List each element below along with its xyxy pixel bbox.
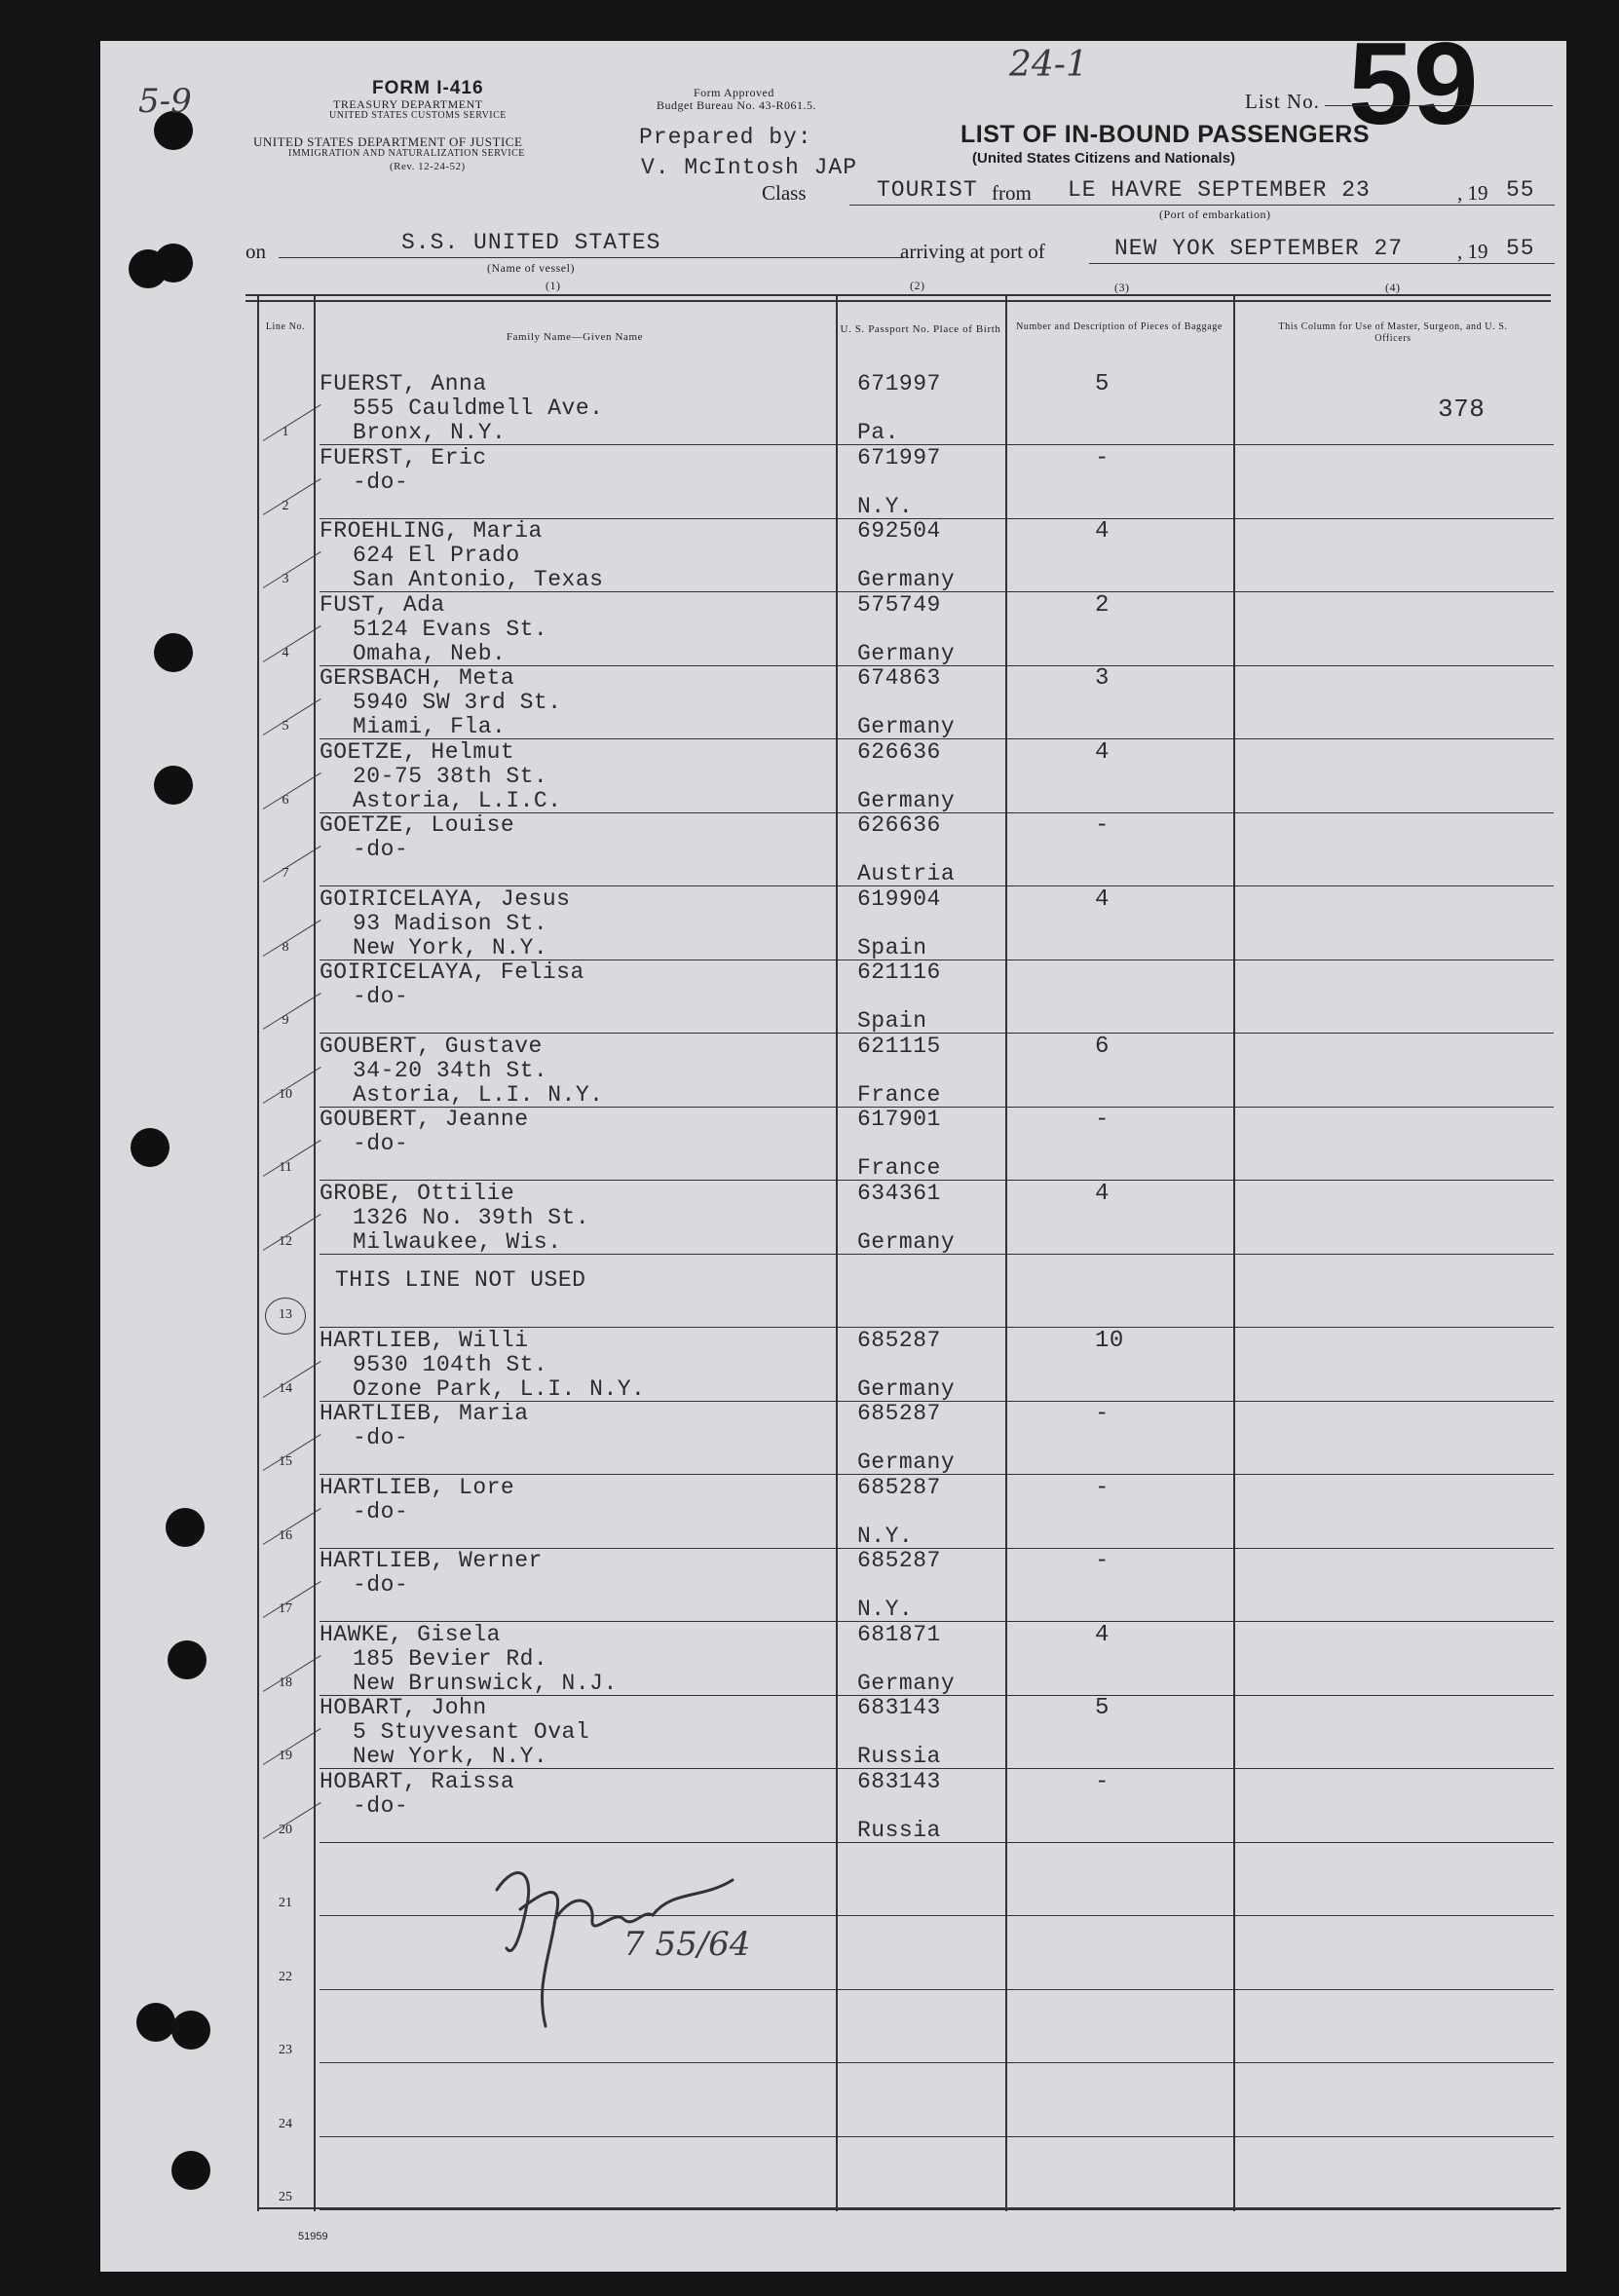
passport-number: 685287 — [857, 1548, 941, 1573]
list-number-stamp: 59 — [1348, 19, 1479, 149]
line-number: 24 — [279, 2116, 292, 2131]
place-of-birth: Spain — [857, 1008, 927, 1034]
punch-hole — [154, 244, 193, 282]
address-line-1: -do- — [353, 469, 409, 495]
baggage-count: - — [1095, 1401, 1110, 1427]
passenger-name: FUERST, Anna — [320, 371, 487, 396]
place-of-birth: France — [857, 1155, 941, 1181]
address-line-2: San Antonio, Texas — [353, 567, 604, 592]
passenger-name: GERSBACH, Meta — [320, 665, 515, 691]
address-line-2: Omaha, Neb. — [353, 640, 507, 666]
passenger-name: FUST, Ada — [320, 591, 445, 618]
vessel-name: S.S. UNITED STATES — [401, 230, 661, 255]
line-number: 23 — [279, 2043, 292, 2057]
place-of-birth: N.Y. — [857, 493, 914, 519]
punch-hole — [171, 2151, 210, 2190]
baggage-count: - — [1095, 812, 1110, 839]
budget-bureau: Budget Bureau No. 43-R061.5. — [657, 98, 816, 112]
place-of-birth: Germany — [857, 787, 956, 813]
row-divider — [320, 1842, 1554, 1843]
address-line-1: 5124 Evans St. — [353, 616, 548, 642]
passenger-name: GOIRICELAYA, Felisa — [320, 960, 584, 985]
handwritten-note: 7 55/64 — [623, 1925, 751, 1964]
place-of-birth: Germany — [857, 640, 956, 666]
list-no-label: List No. — [1245, 90, 1320, 113]
arriving-label: arriving at port of — [900, 240, 1045, 263]
line-number: 11 — [279, 1160, 292, 1175]
line-number: 22 — [279, 1969, 292, 1984]
from-year: 55 — [1506, 177, 1535, 203]
passport-number: 619904 — [857, 885, 941, 912]
address-line-1: 9530 104th St. — [353, 1351, 548, 1377]
address-line-2: Miami, Fla. — [353, 714, 507, 739]
place-of-birth: Germany — [857, 1670, 956, 1696]
address-line-2: Astoria, L.I.C. — [353, 787, 562, 813]
baggage-count: - — [1095, 1107, 1110, 1133]
address-line-1: -do- — [353, 1792, 409, 1819]
punch-hole — [131, 1128, 169, 1167]
passport-number: 685287 — [857, 1327, 941, 1353]
col3-number: (3) — [1114, 281, 1130, 294]
passenger-name: HAWKE, Gisela — [320, 1621, 501, 1647]
place-of-birth: Germany — [857, 1449, 956, 1475]
address-line-1: -do- — [353, 1572, 409, 1598]
passenger-name: GOUBERT, Jeanne — [320, 1107, 529, 1132]
treasury-department: TREASURY DEPARTMENT — [333, 97, 483, 111]
address-line-2: Milwaukee, Wis. — [353, 1228, 562, 1255]
form-number: FORM I-416 — [372, 78, 484, 98]
passport-number: 621116 — [857, 960, 941, 985]
punch-hole — [166, 1508, 205, 1547]
baggage-count: - — [1095, 444, 1110, 471]
place-of-birth: Germany — [857, 567, 956, 592]
form-footer-code: 51959 — [298, 2231, 328, 2242]
circled-line-number — [265, 1298, 306, 1335]
place-of-birth: Germany — [857, 1228, 956, 1255]
baggage-count: 4 — [1095, 518, 1110, 545]
address-line-1: 20-75 38th St. — [353, 763, 548, 789]
address-line-1: 624 El Prado — [353, 543, 520, 568]
baggage-count: 6 — [1095, 1033, 1110, 1060]
vessel-caption: (Name of vessel) — [487, 261, 575, 275]
class-value: TOURIST — [877, 177, 978, 203]
place-of-birth: Russia — [857, 1744, 941, 1769]
address-line-1: 93 Madison St. — [353, 910, 548, 936]
ins-service: IMMIGRATION AND NATURALIZATION SERVICE — [288, 148, 525, 159]
list-subtitle: (United States Citizens and Nationals) — [972, 150, 1236, 167]
passport-number: 683143 — [857, 1768, 941, 1794]
place-of-birth: Pa. — [857, 420, 899, 445]
passenger-name: GOUBERT, Gustave — [320, 1033, 543, 1059]
port-of-arrival: NEW YOK SEPTEMBER 27 — [1114, 236, 1404, 261]
address-line-1: -do- — [353, 1425, 409, 1450]
line-number: 19 — [279, 1749, 292, 1763]
address-line-1: 185 Bevier Rd. — [353, 1645, 548, 1672]
line-number: 13 — [279, 1307, 292, 1322]
header-baggage: Number and Description of Pieces of Baggage — [1016, 321, 1223, 332]
line-number: 9 — [282, 1013, 289, 1028]
address-line-1: 1326 No. 39th St. — [353, 1204, 590, 1230]
prepared-by-label: Prepared by: — [639, 125, 812, 150]
punch-hole — [136, 2003, 175, 2042]
line-number: 10 — [279, 1086, 292, 1102]
place-of-birth: Austria — [857, 861, 956, 886]
passport-number: 683143 — [857, 1695, 941, 1720]
passenger-name: HARTLIEB, Lore — [320, 1474, 515, 1500]
line-number: 15 — [279, 1454, 292, 1469]
prepared-by-name: V. McIntosh JAP — [641, 155, 858, 180]
baggage-count: 10 — [1095, 1327, 1124, 1354]
passport-number: 575749 — [857, 591, 941, 618]
passport-number: 681871 — [857, 1621, 941, 1647]
on-label: on — [245, 240, 266, 263]
address-line-1: -do- — [353, 1498, 409, 1524]
baggage-count: - — [1095, 1768, 1110, 1795]
address-line-2: Bronx, N.Y. — [353, 420, 507, 445]
line-number: 21 — [279, 1896, 292, 1910]
row-divider — [320, 1254, 1554, 1255]
line-number: 20 — [279, 1822, 292, 1837]
address-line-1: 5 Stuyvesant Oval — [353, 1719, 590, 1745]
baggage-count: 5 — [1095, 1695, 1110, 1721]
address-line-2: New York, N.Y. — [353, 934, 548, 960]
punch-hole — [154, 766, 193, 805]
passport-number: 626636 — [857, 812, 941, 838]
department-of-justice: UNITED STATES DEPARTMENT OF JUSTICE — [253, 134, 523, 149]
line-number: 7 — [282, 866, 289, 881]
address-line-1: 34-20 34th St. — [353, 1057, 548, 1083]
place-of-birth: N.Y. — [857, 1523, 914, 1549]
port-caption: (Port of embarkation) — [1159, 207, 1271, 221]
handwritten-reference-top: 24-1 — [1009, 45, 1088, 85]
place-of-birth: Russia — [857, 1817, 941, 1843]
header-officers: This Column for Use of Master, Surgeon, and U. S. Officers — [1278, 321, 1508, 344]
line-number: 12 — [279, 1233, 292, 1249]
line-number: 6 — [282, 792, 289, 808]
baggage-count: 4 — [1095, 738, 1110, 766]
punch-hole — [171, 2011, 210, 2050]
passport-number: 692504 — [857, 518, 941, 544]
col1-number: (1) — [546, 279, 561, 292]
row-divider — [320, 2136, 1554, 2137]
baggage-count: 4 — [1095, 1180, 1110, 1207]
port-of-embarkation: LE HAVRE SEPTEMBER 23 — [1068, 177, 1371, 203]
line-number: 18 — [279, 1675, 292, 1690]
place-of-birth: France — [857, 1081, 941, 1108]
address-line-1: -do- — [353, 837, 409, 862]
row-divider — [320, 2209, 1554, 2210]
passport-number: 671997 — [857, 371, 941, 396]
from-label: from — [992, 181, 1032, 205]
address-line-1: 5940 SW 3rd St. — [353, 690, 562, 715]
passenger-name: HOBART, John — [320, 1695, 487, 1720]
address-line-2: Astoria, L.I. N.Y. — [353, 1081, 604, 1108]
passenger-name: HOBART, Raissa — [320, 1768, 515, 1794]
place-of-birth: Germany — [857, 1375, 956, 1402]
col2-number: (2) — [910, 279, 925, 292]
address-line-1: -do- — [353, 984, 409, 1009]
line-number: 17 — [279, 1601, 292, 1616]
revision-date: (Rev. 12-24-52) — [390, 161, 466, 172]
from-year-prefix: , 19 — [1457, 181, 1488, 205]
baggage-count: - — [1095, 1548, 1110, 1574]
passport-number: 674863 — [857, 665, 941, 691]
passenger-name: GOIRICELAYA, Jesus — [320, 885, 571, 912]
passenger-name: THIS LINE NOT USED — [335, 1267, 586, 1293]
list-title: LIST OF IN-BOUND PASSENGERS — [960, 121, 1371, 148]
header-family-name: Family Name—Given Name — [506, 331, 644, 343]
line-number: 1 — [282, 425, 289, 439]
arriving-year: 55 — [1506, 236, 1535, 261]
handwritten-reference-left: 5-9 — [138, 82, 192, 121]
punch-hole — [154, 633, 193, 672]
line-number: 25 — [279, 2190, 292, 2204]
punch-hole — [168, 1640, 207, 1679]
place-of-birth: Spain — [857, 934, 927, 960]
passenger-name: FUERST, Eric — [320, 444, 487, 470]
class-label: Class — [762, 181, 807, 205]
address-line-2: New Brunswick, N.J. — [353, 1670, 618, 1696]
passenger-name: GOETZE, Helmut — [320, 738, 515, 765]
passenger-name: GROBE, Ottilie — [320, 1180, 515, 1206]
passport-number: 621115 — [857, 1033, 941, 1059]
header-passport: U. S. Passport No. Place of Birth — [840, 323, 1001, 335]
passport-number: 617901 — [857, 1107, 941, 1132]
address-line-1: -do- — [353, 1131, 409, 1156]
passenger-name: GOETZE, Louise — [320, 812, 515, 838]
passenger-name: HARTLIEB, Maria — [320, 1401, 529, 1426]
passport-number: 685287 — [857, 1401, 941, 1426]
baggage-count: 4 — [1095, 1621, 1110, 1648]
line-number: 8 — [282, 939, 289, 955]
address-line-1: 555 Cauldmell Ave. — [353, 395, 604, 421]
header-line-no: Line No. — [265, 321, 306, 332]
address-line-2: New York, N.Y. — [353, 1744, 548, 1769]
passport-number: 671997 — [857, 444, 941, 470]
baggage-count: - — [1095, 1474, 1110, 1501]
place-of-birth: Germany — [857, 714, 956, 739]
passport-number: 626636 — [857, 738, 941, 765]
passenger-name: FROEHLING, Maria — [320, 518, 543, 544]
baggage-count: 2 — [1095, 591, 1110, 619]
line-number: 4 — [282, 645, 289, 660]
col4-number: (4) — [1385, 281, 1401, 294]
passenger-name: HARTLIEB, Werner — [320, 1548, 543, 1573]
place-of-birth: N.Y. — [857, 1597, 914, 1622]
line-number: 2 — [282, 498, 289, 513]
line-number: 3 — [282, 572, 289, 586]
baggage-count: 5 — [1095, 371, 1110, 397]
line-number: 14 — [279, 1380, 292, 1396]
line-number: 5 — [282, 719, 289, 734]
line-number: 16 — [279, 1527, 292, 1543]
baggage-count: 4 — [1095, 885, 1110, 913]
passenger-name: HARTLIEB, Willi — [320, 1327, 529, 1353]
row-divider — [320, 2062, 1554, 2063]
arriving-year-prefix: , 19 — [1457, 240, 1488, 263]
form-approved: Form Approved — [694, 86, 774, 99]
customs-service: UNITED STATES CUSTOMS SERVICE — [329, 110, 507, 121]
passport-number: 685287 — [857, 1474, 941, 1500]
baggage-count: 3 — [1095, 665, 1110, 692]
address-line-2: Ozone Park, L.I. N.Y. — [353, 1375, 646, 1402]
officer-note: 378 — [1438, 395, 1486, 424]
passport-number: 634361 — [857, 1180, 941, 1206]
